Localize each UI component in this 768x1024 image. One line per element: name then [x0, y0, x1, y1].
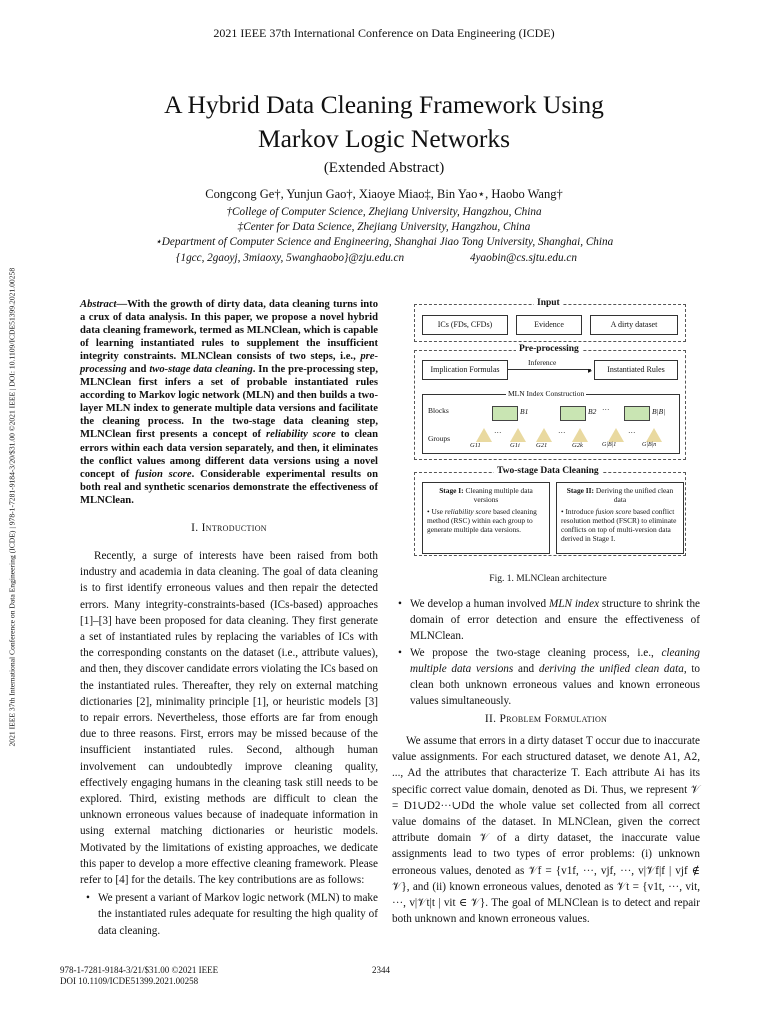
problem-formulation-text	[392, 733, 700, 927]
group-ellipsis: ···	[494, 428, 502, 437]
block-b2-label: B2	[588, 407, 597, 416]
group-g21: G21	[536, 442, 548, 449]
contribution-bullet-3: • We propose the two-stage cleaning process, i.e., cleaning multiple data versions and deriving the unified clean data, to clean both unknown erroneous values and known erroneous values simultaneously.	[410, 645, 700, 710]
email-sjtu: 4yaobin@cs.sjtu.edu.cn	[470, 252, 577, 264]
group-ellipsis: ···	[628, 428, 636, 437]
blocks-label: Blocks	[428, 406, 449, 415]
inference-label: Inference	[528, 358, 557, 367]
input-label: Input	[534, 298, 563, 308]
mln-index-label: MLN Index Construction	[508, 389, 585, 398]
section-introduction-heading: I. Introduction	[191, 522, 267, 534]
block-b1-label: B1	[520, 407, 529, 416]
block-bn-label: B|B|	[652, 407, 666, 416]
footer-isbn: 978-1-7281-9184-3/21/$31.00 ©2021 IEEE DOI 10.1109/ICDE51399.2021.00258	[60, 965, 219, 986]
two-stage-label: Two-stage Data Cleaning	[494, 466, 602, 476]
conference-header: 2021 IEEE 37th International Conference on Data Engineering (ICDE)	[213, 26, 555, 40]
abstract-label: Abstract	[80, 299, 117, 310]
affiliation-1: †College of Computer Science, Zhejiang University, Hangzhou, China	[226, 206, 542, 218]
problem-formulation-paragraph: We assume that errors in a dirty dataset T occur due to inaccurate value assignments. For each structured dataset, we denote A1, A2, ..., Ad the attributes that characterize T. Each attribute Ai has its specific correct value domain, denoted as Di. Thus, we represent 𝒱 = D1∪D2···∪Dd the whole value set collected from all correct value domains of the dataset. In MLNClean, given the correct attribute domain 𝒱 of a dirty dataset, the inaccurate value assignments lead to two types of error problems: (i) unknown erroneous values, denoted as 𝒱f = {v1f, ···, vjf, ···, v|𝒱f|f | vjf ∉ 𝒱}, and (ii) known erroneous values, denoted as 𝒱t = {v1t, ···, vit, ···, v|𝒱t|t | vit ∈ 𝒱}. The goal of MLNClean is to detect and repair both unknown and known erroneous values.	[392, 735, 700, 926]
author-list: Congcong Ge†, Yunjun Gao†, Xiaoye Miao‡, Bin Yao⋆, Haobo Wang†	[205, 187, 563, 201]
contribution-bullet-1: • We present a variant of Markov logic network (MLN) to make the instantiated rules adequate for resulting the high quality of data cleaning.	[98, 890, 378, 939]
section-problem-formulation-heading: II. Problem Formulation	[484, 713, 608, 725]
group-triangle	[476, 428, 492, 442]
group-triangle	[572, 428, 588, 442]
side-doi-strip: 2021 IEEE 37th International Conference on Data Engineering (ICDE) | 978-1-7281-9184-3/20/$31.00 ©2021 IEEE | DOI: 10.1109/ICDE51399.2021.00258	[7, 267, 17, 747]
right-column-text	[392, 596, 700, 709]
intro-paragraph: Recently, a surge of interests have been raised from both industry and academia in data cleaning. The goal of data cleaning is to first identify erroneous values and then repair the detected errors. Many integrity-constraints-based (ICs-based) approaches [1]–[3] have been proposed for data cleaning. They first generate a set of instantiated rules by replacing the variables of ICs with the corresponding constants on the dataset (i.e., attribute values), and then, they discover candidate errors violating the ICs based on the instantiated rules. Thereafter, they rely on external matching dictionaries [2], minimality principle [1], or heuristic models [3] to repair errors. Nevertheless, those efforts are far from enough due to three reasons. First, errors may be missed because of the insufficient instantiated rules. Second, although human involvement can undoubtedly improve cleaning quality, effectively engaging humans in the cleaning task still needs to be explored. Third, existing methods are difficult to clean the unknown erroneous values because of inadequate information in using external matching dictionaries or heuristic models. Motivated by the limitations of existing approaches, we dedicate this paper to develop a more effective cleaning framework. Please refer to [4] for the details. The key contributions are as follows:	[80, 550, 378, 887]
stage-1-box: Stage I: Cleaning multiple data versions • Use reliability score based cleaning method (RSC) within each group to generate multiple data versions.	[422, 482, 550, 554]
group-triangle	[510, 428, 526, 442]
preprocessing-label: Pre-processing	[516, 344, 582, 354]
group-g1i: G1i	[510, 442, 520, 449]
title-line-1: A Hybrid Data Cleaning Framework Using	[164, 90, 604, 119]
paper-subtitle: (Extended Abstract)	[323, 160, 445, 176]
input-dirty-dataset: A dirty dataset	[590, 315, 678, 335]
block-b1	[492, 406, 518, 421]
contribution-bullet-2: • We develop a human involved MLN index structure to shrink the domain of error detection and ensure the effectiveness of MLNClean.	[410, 596, 700, 645]
instantiated-rules: Instantiated Rules	[594, 360, 678, 380]
implication-formulas: Implication Formulas	[422, 360, 508, 380]
arrow-head-icon: ▸	[588, 366, 593, 375]
group-triangle	[646, 428, 662, 442]
block-ellipsis: ···	[602, 405, 610, 414]
input-evidence: Evidence	[516, 315, 582, 335]
inference-arrow	[507, 369, 591, 370]
block-bn	[624, 406, 650, 421]
group-ellipsis: ···	[558, 428, 566, 437]
figure-mlnclean-architecture	[410, 296, 686, 558]
block-b2	[560, 406, 586, 421]
title-line-2: Markov Logic Networks	[257, 124, 511, 153]
affiliation-2: ‡Center for Data Science, Zhejiang University, Hangzhou, China	[237, 221, 531, 233]
stage-2-box: Stage II: Deriving the unified clean data • Introduce fusion score based conflict resolution method (FSCR) to eliminate conflicts on top of multi-version data derived in Stage I.	[556, 482, 684, 554]
group-gbn: G|B|n	[642, 442, 657, 448]
group-gb1: G|B|1	[602, 442, 617, 448]
email-zju: {1gcc, 2gaoyj, 3miaoxy, 5wanghaobo}@zju.edu.cn	[176, 252, 405, 264]
group-g2k: G2k	[572, 442, 583, 449]
figure-caption: Fig. 1. MLNClean architecture	[489, 574, 607, 584]
intro-text	[80, 548, 378, 939]
group-g11: G11	[470, 442, 481, 449]
page-number: 2344	[372, 965, 390, 975]
group-triangle	[536, 428, 552, 442]
paper-title	[0, 88, 768, 156]
abstract: Abstract—With the growth of dirty data, data cleaning turns into a crux of data analysis. In this paper, we propose a novel hybrid data cleaning framework, termed as MLNClean, which is capable of learning instantiated rules to supplement the insufficient integrity constraints. MLNClean consists of two steps, i.e., pre-processing and two-stage data cleaning. In the pre-processing step, MLNClean first infers a set of probable instantiated rules according to Markov logic network (MLN) and then builds a two-layer MLN index to generate multiple data versions and facilitate the cleaning process. In the two-stage data cleaning step, MLNClean first presents a concept of reliability score to clean errors within each data version separately, and then, it eliminates the conflict values among different data versions using a novel concept of fusion score. Considerable experimental results on both real and synthetic scenarios demonstrate the effectiveness of MLNClean.	[80, 299, 378, 506]
group-triangle	[608, 428, 624, 442]
affiliation-3: ⋆Department of Computer Science and Engineering, Shanghai Jiao Tong University, Shanghai, China	[154, 236, 614, 248]
input-ics: ICs (FDs, CFDs)	[422, 315, 508, 335]
groups-label: Groups	[428, 434, 451, 443]
